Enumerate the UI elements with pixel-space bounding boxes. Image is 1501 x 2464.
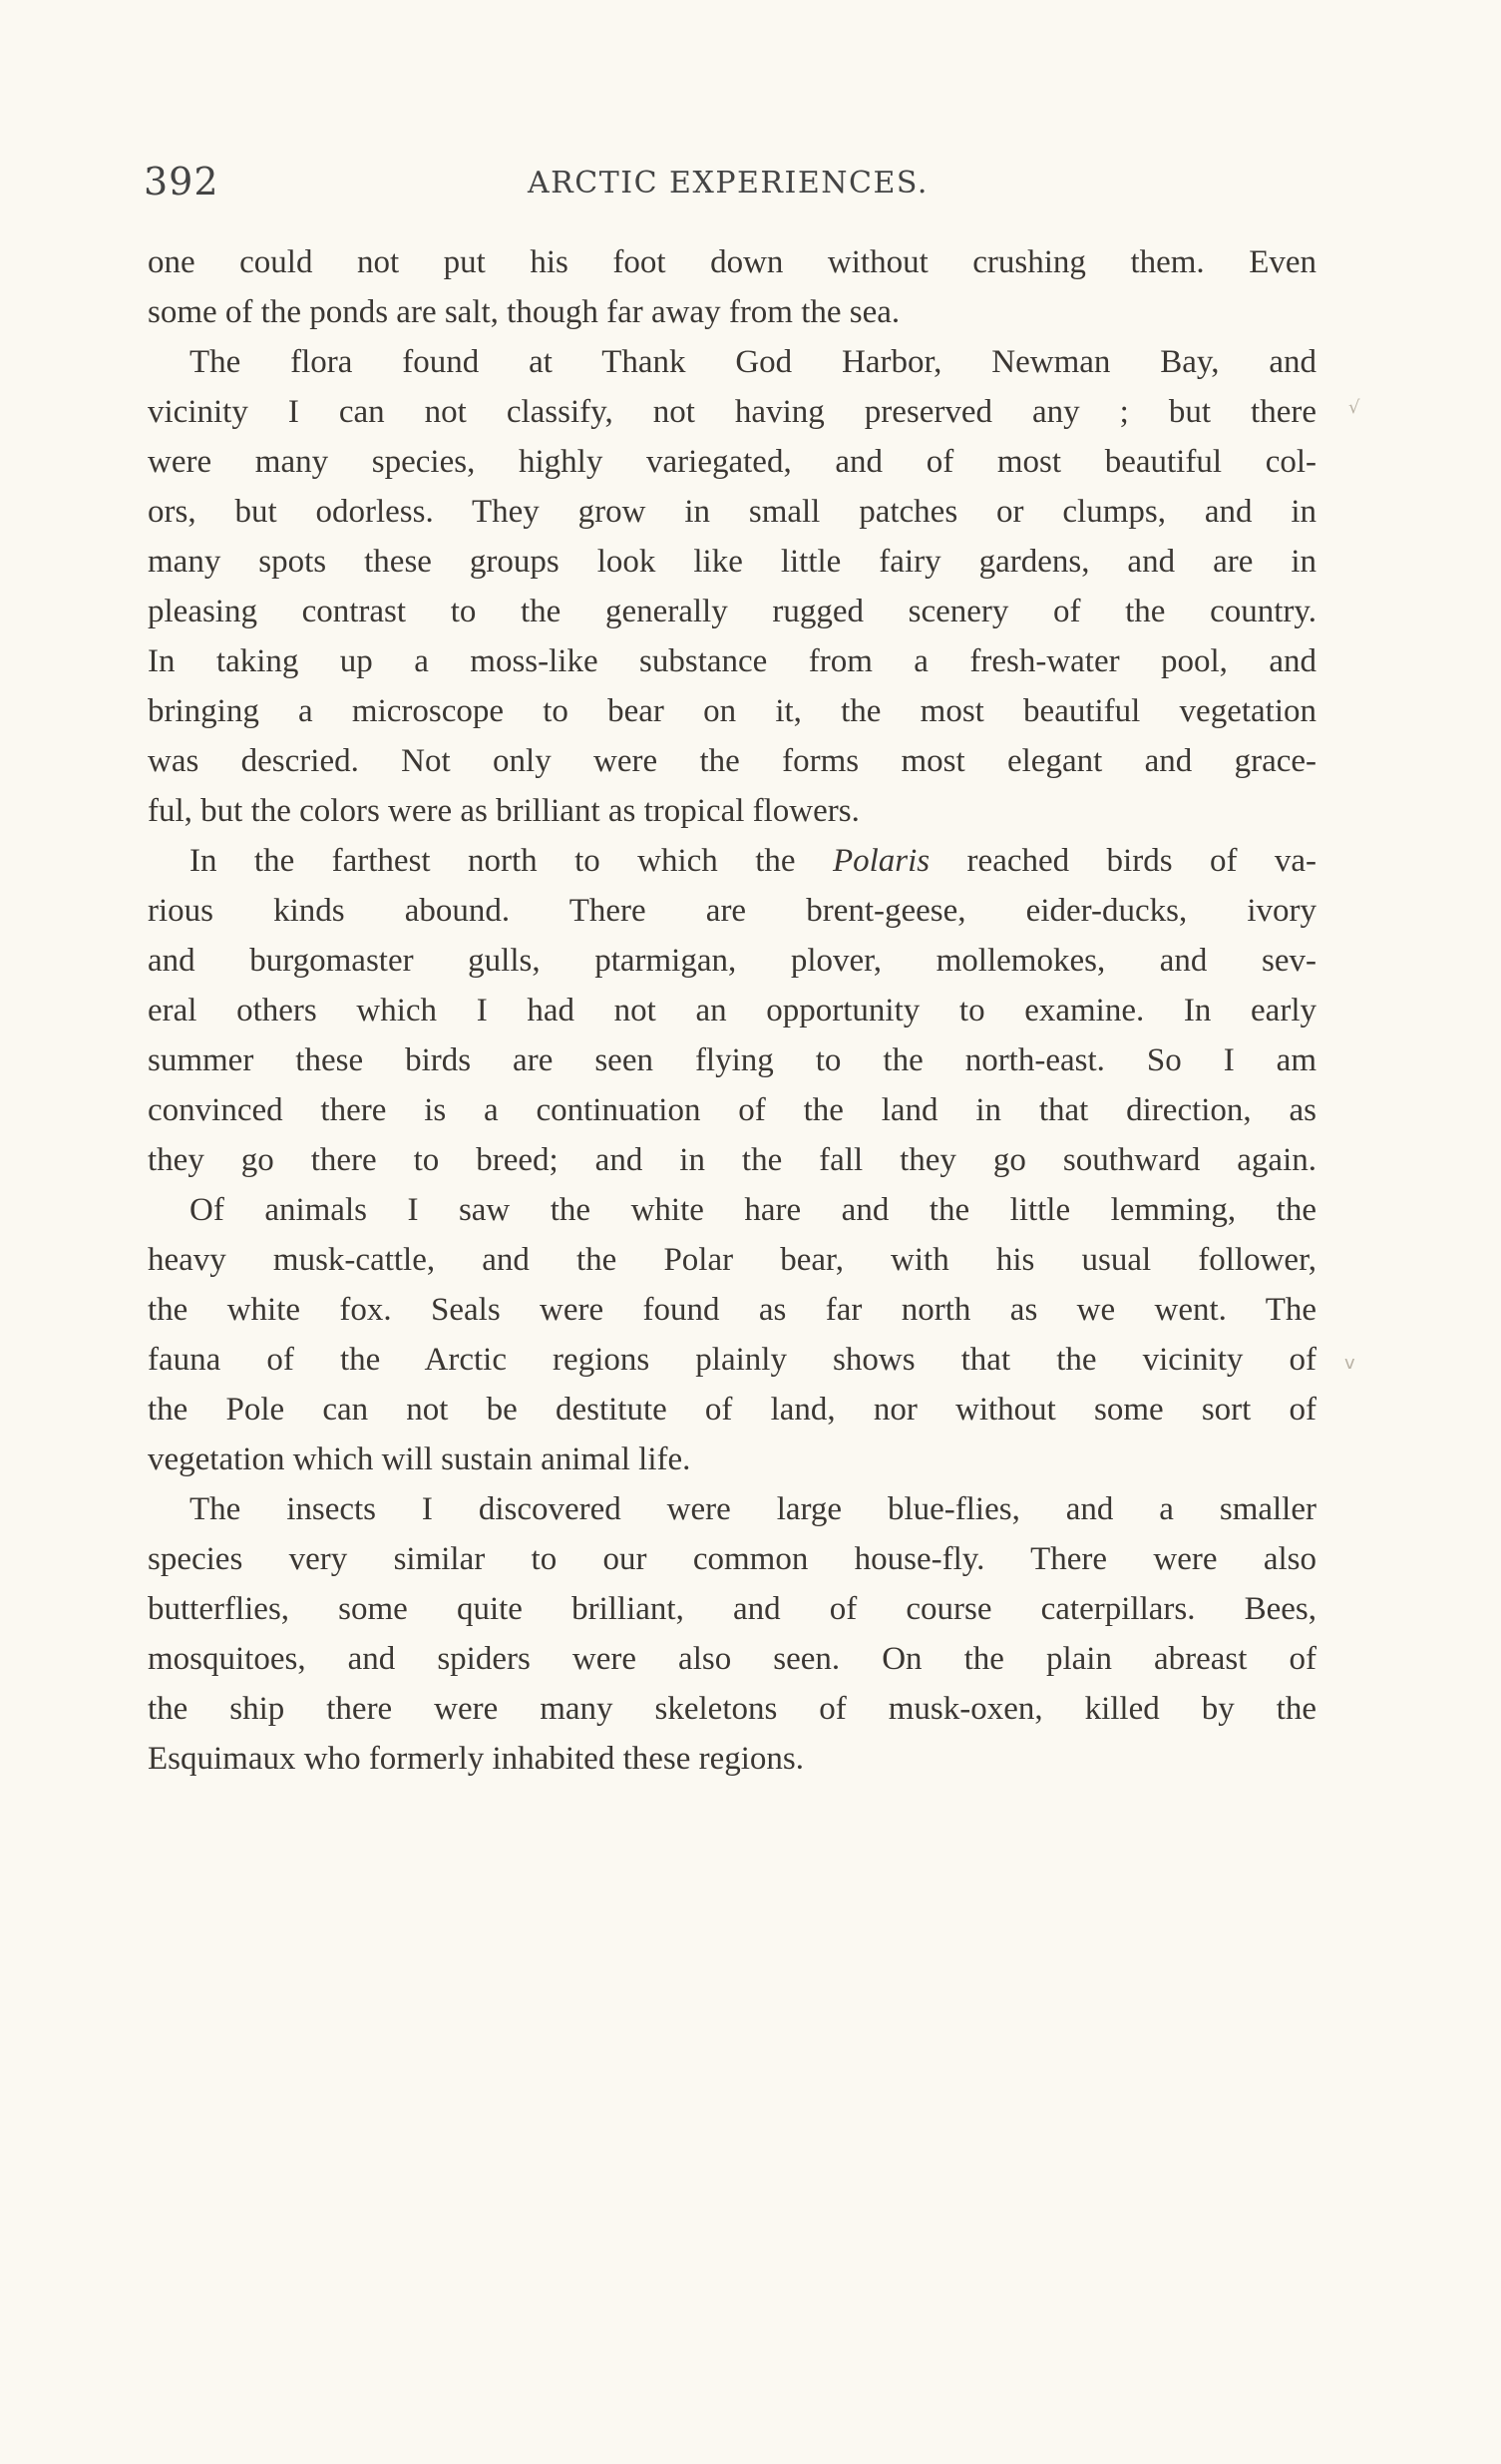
text-line: heavy musk-cattle, and the Polar bear, with his usual follower,	[148, 1242, 1316, 1278]
paragraph-end-line: ful, but the colors were as brilliant as tropical flowers.	[148, 793, 860, 829]
text-line: rious kinds abound. There are brent-geese, eider-ducks, ivory	[148, 893, 1316, 929]
paragraph-start-line: The insects I discovered were large blue-flies, and a smaller	[189, 1491, 1316, 1527]
text-line: bringing a microscope to bear on it, the most beautiful vegetation	[148, 693, 1316, 729]
text-line: eral others which I had not an opportunity to examine. In early	[148, 993, 1316, 1028]
margin-tick-mark: √	[1348, 397, 1360, 418]
text-line: the ship there were many skeletons of musk-oxen, killed by the	[148, 1691, 1316, 1727]
page-number: 392	[144, 160, 219, 204]
text-line: was descried. Not only were the forms most elegant and grace-	[148, 743, 1316, 779]
text-line: many spots these groups look like little fairy gardens, and are in	[148, 544, 1316, 580]
margin-tick-mark: v	[1344, 1353, 1355, 1374]
paragraph-end-line: Esquimaux who formerly inhabited these regions.	[148, 1741, 805, 1777]
running-head	[144, 160, 1325, 215]
text-line: the Pole can not be destitute of land, nor without some sort of	[148, 1392, 1316, 1428]
text-line: fauna of the Arctic regions plainly shows that the vicinity of	[148, 1342, 1316, 1378]
text-line: In taking up a moss-like substance from a fresh-water pool, and	[148, 643, 1316, 679]
text-line: species very similar to our common house-fly. There were also	[148, 1541, 1316, 1577]
text-line: were many species, highly variegated, and of most beautiful col-	[148, 444, 1316, 480]
text-line: one could not put his foot down without crushing them. Even	[148, 244, 1316, 280]
text-line: vicinity I can not classify, not having preserved any ; but there	[148, 394, 1316, 430]
text-fragment: reached birds of va-	[930, 843, 1317, 879]
text-line: summer these birds are seen flying to the north-east. So I am	[148, 1042, 1316, 1078]
text-line: butterflies, some quite brilliant, and of course caterpillars. Bees,	[148, 1591, 1316, 1627]
paragraph-start-line: Of animals I saw the white hare and the little lemming, the	[189, 1192, 1316, 1228]
text-line: ors, but odorless. They grow in small patches or clumps, and in	[148, 494, 1316, 530]
paragraph-start-line: The flora found at Thank God Harbor, Newman Bay, and	[189, 344, 1316, 380]
text-line: the white fox. Seals were found as far north as we went. The	[148, 1292, 1316, 1328]
body-text	[148, 237, 1316, 1784]
ship-name-italic: Polaris	[832, 843, 931, 879]
paragraph-end-line: vegetation which will sustain animal life.	[148, 1441, 691, 1477]
text-line: pleasing contrast to the generally rugged scenery of the country.	[148, 594, 1316, 629]
text-line: mosquitoes, and spiders were also seen. On the plain abreast of	[148, 1641, 1316, 1677]
paragraph-end-line: some of the ponds are salt, though far away from the sea.	[148, 294, 901, 330]
paragraph-start-line	[148, 836, 1316, 886]
text-fragment: In the farthest north to which the	[189, 843, 833, 879]
running-title: ARCTIC EXPERIENCES.	[528, 166, 929, 201]
text-line: and burgomaster gulls, ptarmigan, plover, mollemokes, and sev-	[148, 943, 1316, 979]
paragraph-end-line: they go there to breed; and in the fall they go southward again.	[148, 1142, 1316, 1178]
text-line: convinced there is a continuation of the land in that direction, as	[148, 1092, 1316, 1128]
